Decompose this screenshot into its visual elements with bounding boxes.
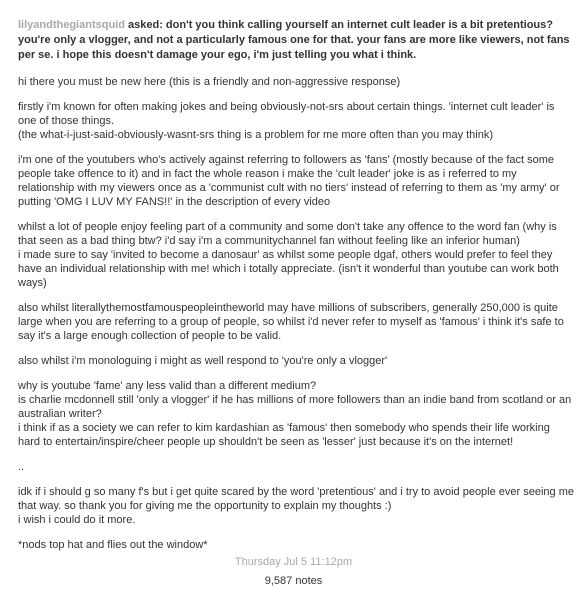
answer-paragraph: hi there you must be new here (this is a friendly and non-aggressive response): [18, 76, 401, 88]
answer-paragraph: also whilst i'm monologuing i might as well respond to 'you're only a vlogger': [18, 355, 388, 367]
notes-count-link[interactable]: 9,587 notes: [264, 575, 323, 587]
answer-line: idk if i should g so many f's but i get quite scared by the word 'pretentious' and i try to avoid people ever seeing me that way. so thank you for giving me the opportunity to explain my thoughts :): [18, 486, 574, 512]
answer-line: i wish i could do it more.: [18, 514, 136, 526]
answer-body: [18, 75, 574, 552]
post: [18, 18, 574, 563]
answer-paragraph: [18, 100, 574, 142]
asked-label: asked:: [124, 19, 163, 31]
answer-line: why is youtube 'fame' any less valid than a different medium?: [18, 380, 317, 392]
answer-paragraph: [18, 220, 574, 290]
answer-paragraph: [18, 485, 574, 527]
answer-paragraph: i'm one of the youtubers who's actively against referring to followers as 'fans' (mostly because of the fact some people take offence to it) and in fact the whole reason i make the 'cult leader' joke is as i referred to my relationship with my viewers once as a 'communist cult with no tiers' instead of referring to them as 'my army' or putting 'OMG I LUV MY FANS!!' in the description of every video: [18, 154, 560, 208]
answer-line: (the what-i-just-said-obviously-wasnt-srs thing is a problem for me more often than you may think): [18, 129, 494, 141]
answer-paragraph: *nods top hat and flies out the window*: [18, 539, 208, 551]
asker-username-link[interactable]: lilyandthegiantsquid: [18, 19, 125, 31]
answer-line: i think if as a society we can refer to kim kardashian as 'famous' then somebody who spends their life working hard to entertain/inspire/cheer people up shouldn't be seen as 'lesser' just because it's on the internet!: [18, 422, 550, 448]
ellipsis-divider: ..: [18, 461, 25, 473]
question-text: don't you think calling yourself an internet cult leader is a bit pretentious? you're only a vlogger, and not a particularly famous one for that. your fans are more like viewers, not fans per se. i hope this doesn't damage your ego, i'm just telling you what i think.: [18, 19, 570, 61]
answer-paragraph: [18, 379, 574, 449]
ask-question: [18, 18, 574, 63]
answer-line: whilst a lot of people enjoy feeling part of a community and some don't take any offence to the word fan (why is that seen as a bad thing btw? i'd say i'm a communitychannel fan without feeling like an inferior human): [18, 221, 557, 247]
post-timestamp-link[interactable]: Thursday Jul 5 11:12pm: [234, 556, 353, 568]
answer-line: is charlie mcdonnell still 'only a vlogger' if he has millions of more followers than an indie band from scotland or an australian writer?: [18, 394, 572, 420]
answer-line: i made sure to say 'invited to become a danosaur' as whilst some people dgaf, others would prefer to feel they have an individual relationship with me! which i totally appreciate. (isn't it wonderful than youtube can work both ways): [18, 249, 559, 289]
answer-paragraph: also whilst literallythemostfamouspeopleintheworld may have millions of subscribers, generally 250,000 is quite large when you are referring to a group of people, so whilst i'd never refer to myself as 'famous' i think it's safe to say it's a large enough collection of people to be valid.: [18, 302, 564, 342]
answer-line: firstly i'm known for often making jokes and being obviously-not-srs about certain things. 'internet cult leader' is one of those things.: [18, 101, 555, 127]
